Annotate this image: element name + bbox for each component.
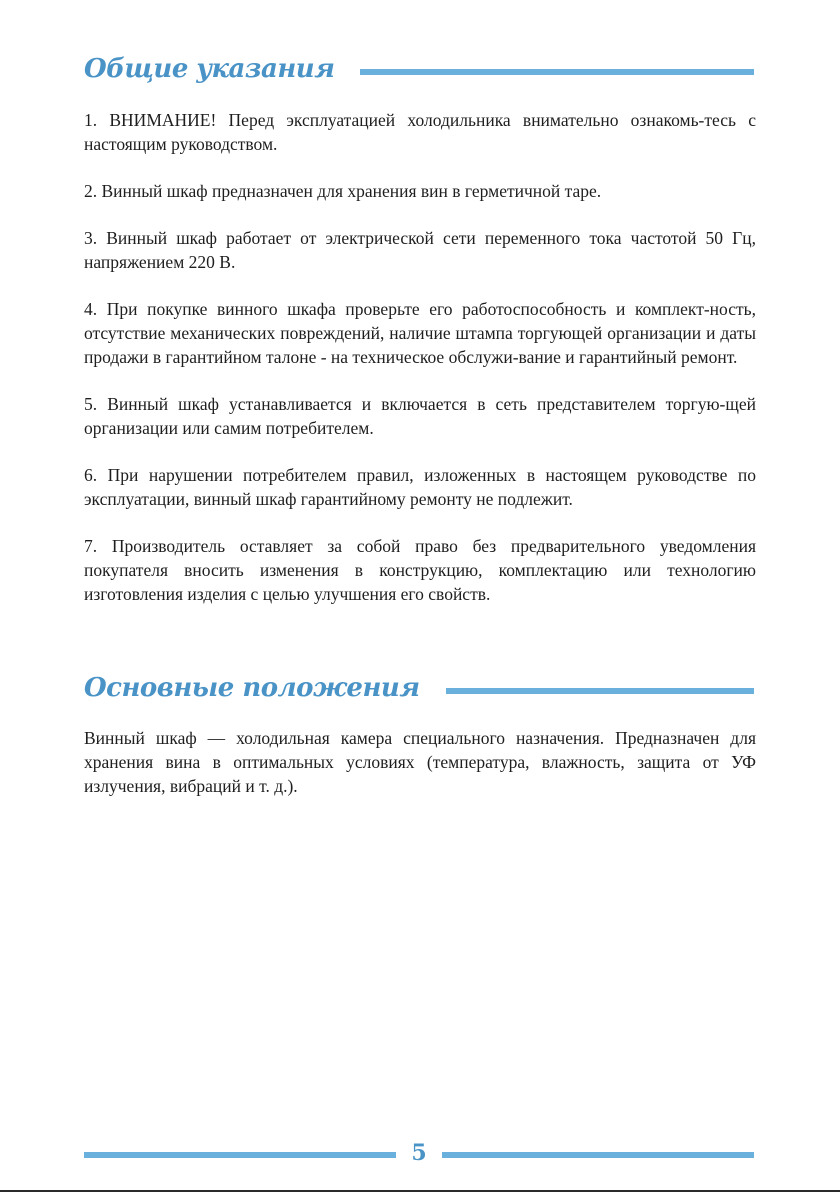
page-number: 5 xyxy=(411,1140,427,1166)
paragraph: Винный шкаф — холодильная камера специального назначения. Предназначен для хранения вина в оптимальных условиях (температура, влажность, защита от УФ излучения, вибраций и т. д.). xyxy=(84,728,756,796)
paragraph: 7. Производитель оставляет за собой право без предварительного уведомления покупателя вносить изменения в конструкцию, комплектацию или технологию изготовления изделия с целью улучшения его свойств. xyxy=(84,536,756,604)
section-body-basic xyxy=(84,726,756,821)
paragraph: 5. Винный шкаф устанавливается и включается в сеть представителем торгую-щей организации или самим потребителем. xyxy=(84,394,756,438)
section-body-general xyxy=(84,108,756,629)
heading-rule xyxy=(360,69,754,75)
paragraph: 4. При покупке винного шкафа проверьте его работоспособность и комплект-ность, отсутствие механических повреждений, наличие штампа торгующей организации и даты продажи в гарантийном талоне - на техническое обслужи-вание и гарантийный ремонт. xyxy=(84,299,756,367)
paragraph: 2. Винный шкаф предназначен для хранения вин в герметичной таре. xyxy=(84,181,602,201)
section-title-general: Общие указания xyxy=(84,54,335,84)
paragraph: 1. ВНИМАНИЕ! Перед эксплуатацией холодильника внимательно ознакомь-тесь с настоящим руководством. xyxy=(84,110,756,154)
section-heading-general xyxy=(84,54,754,84)
section-title-basic: Основные положения xyxy=(84,673,420,703)
section-heading-basic xyxy=(84,673,754,703)
paragraph: 3. Винный шкаф работает от электрической сети переменного тока частотой 50 Гц, напряжением 220 В. xyxy=(84,228,756,272)
heading-rule xyxy=(446,688,754,694)
footer-rule-right xyxy=(442,1152,754,1158)
paragraph: 6. При нарушении потребителем правил, изложенных в настоящем руководстве по эксплуатации, винный шкаф гарантийному ремонту не подлежит. xyxy=(84,465,756,509)
page-footer xyxy=(84,1140,754,1170)
